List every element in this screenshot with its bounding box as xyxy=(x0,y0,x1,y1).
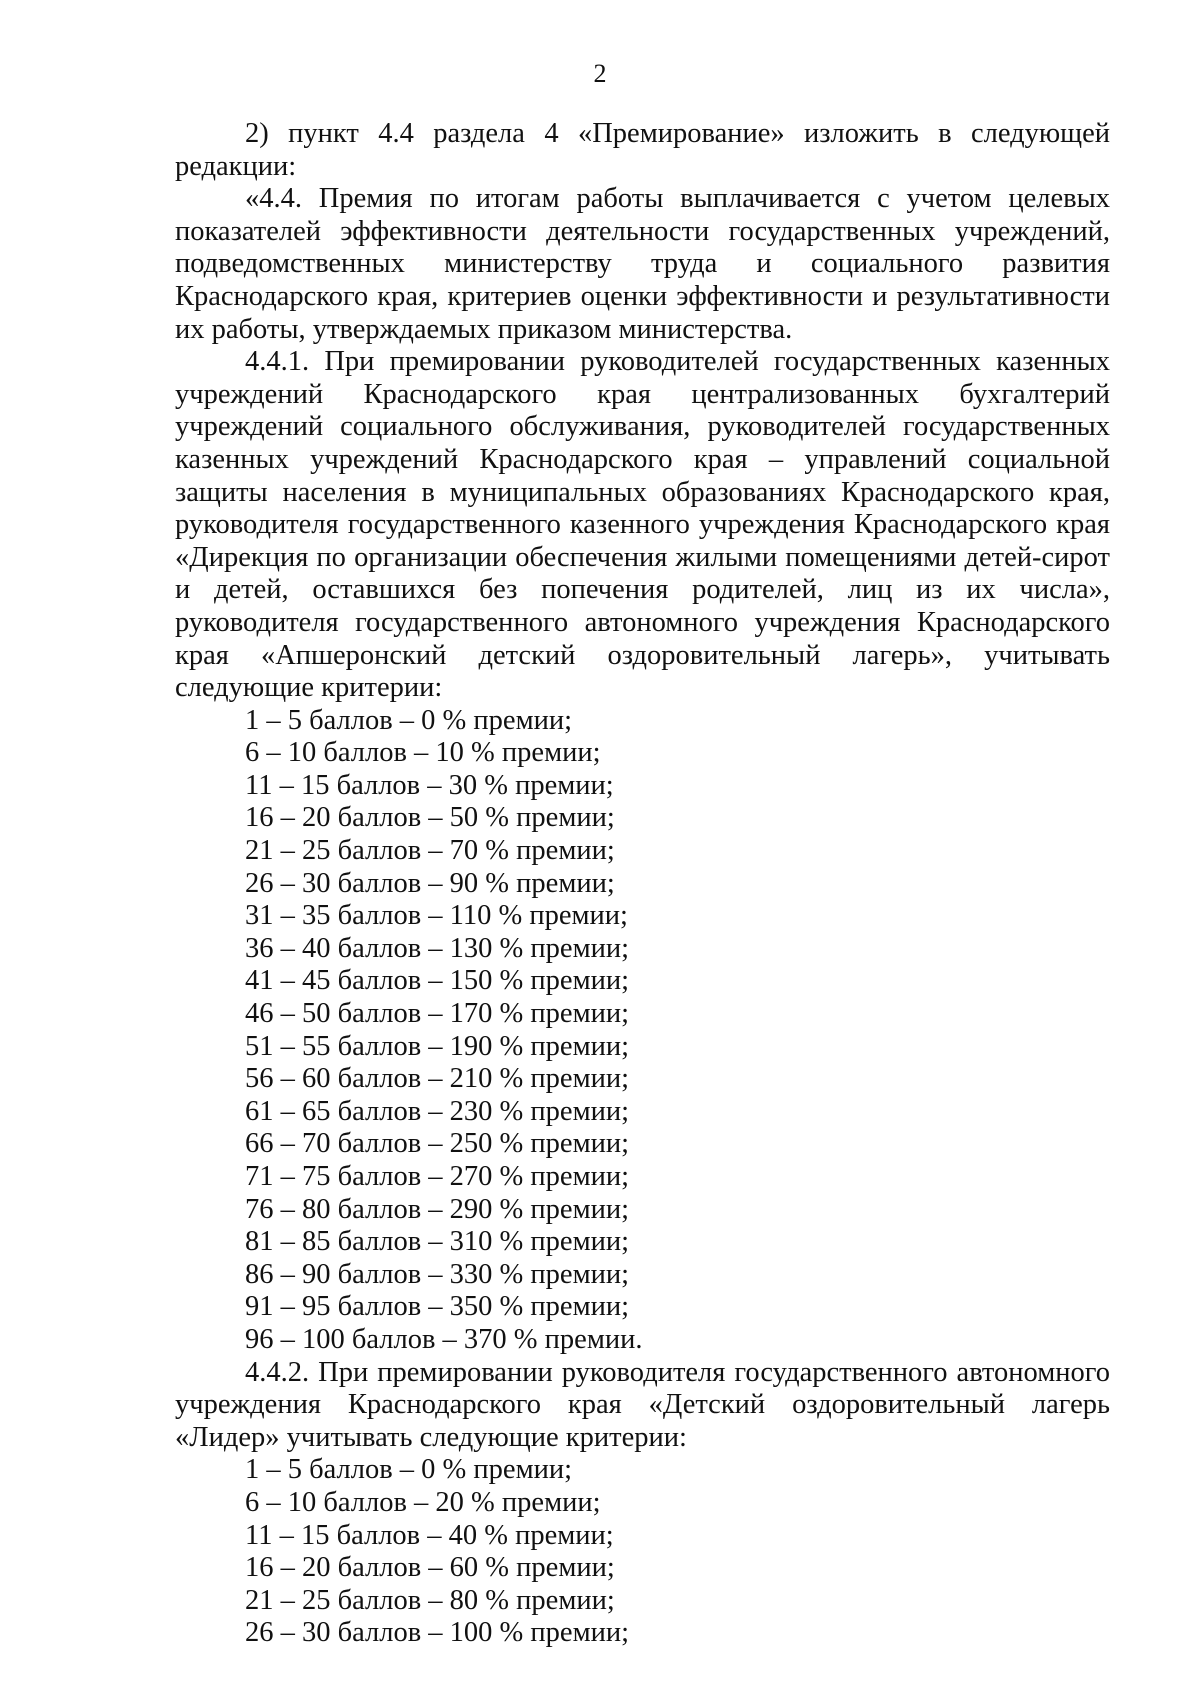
criteria-item: 26 – 30 баллов – 100 % премии; xyxy=(245,1617,630,1649)
document-body xyxy=(175,118,1110,1650)
criteria-item: 1 – 5 баллов – 0 % премии; xyxy=(245,704,573,736)
criteria-item: 26 – 30 баллов – 90 % премии; xyxy=(245,867,615,899)
criteria-item: 6 – 10 баллов – 20 % премии; xyxy=(245,1486,601,1518)
criteria-item: 46 – 50 баллов – 170 % премии; xyxy=(245,998,630,1030)
criteria-item: 41 – 45 баллов – 150 % премии; xyxy=(245,965,630,997)
criteria-item: 96 – 100 баллов – 370 % премии. xyxy=(245,1323,643,1355)
criteria-list-4-4-1 xyxy=(175,705,1110,1357)
paragraph-4-4-1: 4.4.1. При премировании руководителей государственных казенных учреждений Краснодарского края централизованных бухгалтерий учреждений социального обслуживания, руководителей государственных казенных учреждений Краснодарского края – управлений социальной защиты населения в муниципальных образованиях Краснодарского края, руководителя государственного казенного учреждения Краснодарского края «Дирекция по организации обеспечения жилыми помещениями детей-сирот и детей, оставшихся без попечения родителей, лиц из их числа», руководителя государственного автономного учреждения Краснодарского края «Апшеронский детский оздоровительный лагерь», учитывать следующие критерии: xyxy=(175,346,1110,704)
criteria-item: 6 – 10 баллов – 10 % премии; xyxy=(245,737,601,769)
criteria-item: 21 – 25 баллов – 80 % премии; xyxy=(245,1584,615,1616)
criteria-item: 36 – 40 баллов – 130 % премии; xyxy=(245,932,630,964)
criteria-item: 76 – 80 баллов – 290 % премии; xyxy=(245,1193,630,1225)
criteria-item: 11 – 15 баллов – 40 % премии; xyxy=(245,1519,614,1551)
criteria-item: 91 – 95 баллов – 350 % премии; xyxy=(245,1291,630,1323)
criteria-list-4-4-2 xyxy=(175,1454,1110,1650)
criteria-item: 11 – 15 баллов – 30 % премии; xyxy=(245,769,614,801)
criteria-item: 56 – 60 баллов – 210 % премии; xyxy=(245,1063,630,1095)
criteria-item: 86 – 90 баллов – 330 % премии; xyxy=(245,1258,630,1290)
criteria-item: 16 – 20 баллов – 50 % премии; xyxy=(245,802,615,834)
paragraph-4-4: «4.4. Премия по итогам работы выплачивается с учетом целевых показателей эффективности деятельности государственных учреждений, подведомственных министерству труда и социального развития Краснодарского края, критериев оценки эффективности и результативности их работы, утверждаемых приказом министерства. xyxy=(175,183,1110,345)
paragraph-amendment-intro: 2) пункт 4.4 раздела 4 «Премирование» изложить в следующей редакции: xyxy=(175,118,1110,182)
criteria-item: 66 – 70 баллов – 250 % премии; xyxy=(245,1128,630,1160)
criteria-item: 61 – 65 баллов – 230 % премии; xyxy=(245,1095,630,1127)
criteria-item: 51 – 55 баллов – 190 % премии; xyxy=(245,1030,630,1062)
criteria-item: 21 – 25 баллов – 70 % премии; xyxy=(245,835,615,867)
criteria-item: 16 – 20 баллов – 60 % премии; xyxy=(245,1552,615,1584)
criteria-item: 1 – 5 баллов – 0 % премии; xyxy=(245,1454,573,1486)
paragraph-4-4-2: 4.4.2. При премировании руководителя государственного автономного учреждения Краснодарского края «Детский оздоровительный лагерь «Лидер» учитывать следующие критерии: xyxy=(175,1356,1110,1453)
criteria-item: 71 – 75 баллов – 270 % премии; xyxy=(245,1161,630,1192)
criteria-item: 31 – 35 баллов – 110 % премии; xyxy=(245,900,628,932)
page-number: 2 xyxy=(593,59,607,88)
criteria-item: 81 – 85 баллов – 310 % премии; xyxy=(245,1226,630,1258)
